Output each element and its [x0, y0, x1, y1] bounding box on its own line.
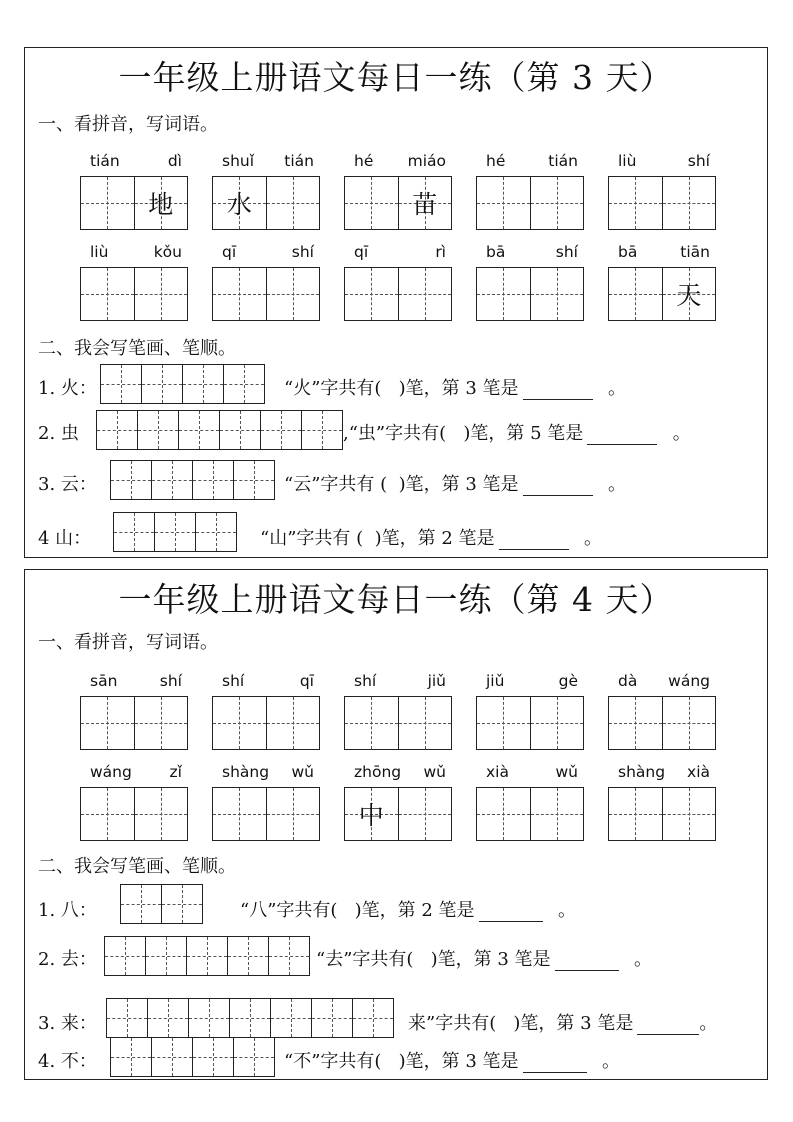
- pinyin-syllable: wǔ: [423, 763, 446, 781]
- printed-character: [609, 788, 662, 840]
- question-part: 。: [699, 1013, 718, 1034]
- stroke-cell[interactable]: [152, 1038, 193, 1076]
- stroke-cell[interactable]: [148, 999, 189, 1037]
- writing-grid: [80, 267, 188, 321]
- printed-character: [531, 788, 584, 840]
- writing-grid: [608, 267, 716, 321]
- writing-grid: [476, 696, 584, 750]
- question-text: [284, 1047, 620, 1073]
- writing-cell[interactable]: [81, 177, 135, 229]
- question-text: [343, 419, 691, 445]
- question-label: 1. 火：: [38, 378, 97, 399]
- printed-character: [345, 177, 398, 229]
- pinyin-line: [344, 670, 452, 692]
- pinyin-syllable: qī: [222, 243, 237, 261]
- pinyin-syllable: dà: [618, 672, 638, 690]
- writing-cell[interactable]: [531, 697, 584, 749]
- printed-character: [399, 788, 452, 840]
- stroke-cell[interactable]: [228, 937, 269, 975]
- question-part: 来”字共有(: [408, 1013, 497, 1034]
- stroke-grid: [113, 512, 237, 552]
- writing-cell[interactable]: [399, 177, 452, 229]
- word-item: [344, 670, 452, 750]
- question-text: [284, 470, 626, 496]
- pinyin-syllable: hé: [486, 152, 506, 170]
- pinyin-syllable: xià: [687, 763, 710, 781]
- pinyin-line: [476, 241, 584, 263]
- pinyin-syllable: shí: [222, 672, 245, 690]
- stroke-grid: [96, 410, 343, 450]
- printed-character: [135, 268, 188, 320]
- printed-character: [531, 177, 584, 229]
- question-label: 4 山：: [38, 528, 92, 549]
- stroke-cell[interactable]: [183, 365, 224, 403]
- stroke-cell[interactable]: [111, 461, 152, 499]
- pinyin-line: [608, 670, 716, 692]
- word-item: [608, 241, 716, 321]
- worksheet-day-4: [24, 569, 768, 1080]
- question-label: 4. 不：: [38, 1051, 97, 1072]
- printed-character: [477, 788, 530, 840]
- stroke-question: [38, 460, 758, 500]
- stroke-cell[interactable]: [271, 999, 312, 1037]
- printed-character: [213, 697, 266, 749]
- pinyin-syllable: shàng: [618, 763, 666, 781]
- writing-cell[interactable]: [531, 177, 584, 229]
- stroke-cell[interactable]: [138, 411, 179, 449]
- pinyin-line: [80, 670, 188, 692]
- writing-cell[interactable]: [213, 788, 267, 840]
- section-heading-strokes: 二、我会写笔画、笔顺。: [38, 856, 236, 877]
- pinyin-syllable: miáo: [407, 152, 446, 170]
- writing-cell[interactable]: [531, 788, 584, 840]
- pinyin-syllable: liù: [618, 152, 637, 170]
- writing-grid: [212, 787, 320, 841]
- pinyin-syllable: shí: [687, 152, 710, 170]
- stroke-cell[interactable]: [261, 411, 302, 449]
- question-part: )笔，第 3 笔是: [513, 1013, 634, 1034]
- pinyin-syllable: tián: [548, 152, 578, 170]
- printed-character: 地: [148, 190, 174, 219]
- word-item: [344, 241, 452, 321]
- pinyin-line: [212, 761, 320, 783]
- section-heading-strokes: 二、我会写笔画、笔顺。: [38, 338, 236, 359]
- question-part: )笔，第 5 笔是: [463, 423, 584, 444]
- stroke-cell[interactable]: [101, 365, 142, 403]
- writing-cell[interactable]: [81, 268, 135, 320]
- pinyin-syllable: wǔ: [555, 763, 578, 781]
- question-part: 。: [601, 1051, 620, 1072]
- pinyin-syllable: liù: [90, 243, 109, 261]
- stroke-question: [38, 998, 778, 1038]
- printed-character: [609, 268, 662, 320]
- question-text: [408, 1009, 717, 1035]
- word-item: [608, 761, 716, 841]
- printed-character: [531, 268, 584, 320]
- stroke-question: [38, 884, 758, 924]
- answer-blank[interactable]: [479, 903, 543, 922]
- writing-cell[interactable]: [663, 268, 716, 320]
- pinyin-syllable: shàng: [222, 763, 270, 781]
- pinyin-syllable: xià: [486, 763, 509, 781]
- writing-cell[interactable]: [213, 268, 267, 320]
- writing-cell[interactable]: [345, 697, 399, 749]
- pinyin-syllable: zhōng: [354, 763, 402, 781]
- stroke-cell[interactable]: [179, 411, 220, 449]
- pinyin-syllable: bā: [618, 243, 638, 261]
- word-item: [344, 761, 452, 841]
- stroke-cell[interactable]: [193, 1038, 234, 1076]
- writing-grid: [80, 696, 188, 750]
- question-part: ,“虫”字共有(: [343, 423, 447, 444]
- writing-cell[interactable]: [267, 268, 320, 320]
- question-part: “八”字共有(: [240, 900, 338, 921]
- worksheet-title: 一年级上册语文每日一练（第 4 天）: [118, 580, 674, 619]
- stroke-cell[interactable]: [114, 513, 155, 551]
- printed-character: [213, 788, 266, 840]
- pinyin-syllable: tiān: [680, 243, 710, 261]
- stroke-cell[interactable]: [234, 461, 274, 499]
- question-part: )笔，第 2 笔是: [374, 528, 495, 549]
- writing-grid: [476, 267, 584, 321]
- writing-cell[interactable]: [267, 697, 320, 749]
- writing-cell[interactable]: [609, 697, 663, 749]
- stroke-grid: [110, 460, 275, 500]
- pinyin-syllable: wáng: [668, 672, 710, 690]
- pinyin-syllable: jiǔ: [486, 672, 505, 690]
- word-item: [212, 150, 320, 230]
- pinyin-line: [80, 761, 188, 783]
- pinyin-syllable: qī: [299, 672, 314, 690]
- printed-character: [135, 697, 188, 749]
- writing-cell[interactable]: [399, 697, 452, 749]
- printed-character: [345, 268, 398, 320]
- question-text: [316, 945, 652, 971]
- printed-character: [609, 697, 662, 749]
- printed-character: [81, 268, 134, 320]
- stroke-cell[interactable]: [152, 461, 193, 499]
- question-part: “火”字共有(: [284, 378, 382, 399]
- stroke-cell[interactable]: [187, 937, 228, 975]
- printed-character: [663, 697, 716, 749]
- section-heading-pinyin: 一、看拼音，写词语。: [38, 632, 218, 653]
- writing-grid: [608, 696, 716, 750]
- writing-cell[interactable]: [531, 268, 584, 320]
- question-part: 。: [583, 528, 602, 549]
- word-item: [80, 241, 188, 321]
- pinyin-syllable: wǔ: [291, 763, 314, 781]
- printed-character: 水: [226, 190, 252, 219]
- writing-cell[interactable]: [345, 177, 399, 229]
- pinyin-line: [212, 241, 320, 263]
- question-part: “去”字共有(: [316, 949, 414, 970]
- printed-character: 中: [358, 801, 384, 830]
- stroke-cell[interactable]: [121, 885, 162, 923]
- stroke-cell[interactable]: [234, 1038, 274, 1076]
- writing-cell[interactable]: [213, 177, 267, 229]
- section-heading-pinyin: 一、看拼音，写词语。: [38, 114, 218, 135]
- word-item: [476, 670, 584, 750]
- writing-cell[interactable]: [135, 697, 188, 749]
- printed-character: 苗: [412, 190, 438, 219]
- word-item: [80, 761, 188, 841]
- question-text: [284, 374, 626, 400]
- printed-character: [267, 788, 320, 840]
- stroke-question: [38, 936, 758, 976]
- pinyin-syllable: shí: [291, 243, 314, 261]
- question-part: )笔，第 2 笔是: [354, 900, 475, 921]
- word-item: [476, 241, 584, 321]
- pinyin-line: [212, 670, 320, 692]
- pinyin-line: [608, 150, 716, 172]
- pinyin-syllable: tián: [284, 152, 314, 170]
- writing-cell[interactable]: [213, 697, 267, 749]
- printed-character: [477, 697, 530, 749]
- writing-grid: [476, 787, 584, 841]
- stroke-cell[interactable]: [189, 999, 230, 1037]
- stroke-cell[interactable]: [146, 937, 187, 975]
- question-text: [260, 524, 602, 550]
- question-part: 。: [633, 949, 652, 970]
- writing-cell[interactable]: [477, 177, 531, 229]
- stroke-question: [38, 410, 758, 450]
- worksheet-title: 一年级上册语文每日一练（第 3 天）: [118, 58, 674, 97]
- word-item: [212, 241, 320, 321]
- question-text: [240, 896, 576, 922]
- pinyin-line: [80, 241, 188, 263]
- writing-grid: [476, 176, 584, 230]
- writing-cell[interactable]: [135, 177, 188, 229]
- pinyin-syllable: qī: [354, 243, 369, 261]
- writing-cell[interactable]: [663, 697, 716, 749]
- pinyin-line: [344, 761, 452, 783]
- printed-character: [663, 177, 716, 229]
- writing-cell[interactable]: [609, 788, 663, 840]
- word-item: [476, 761, 584, 841]
- question-label: 2. 去：: [38, 949, 97, 970]
- worksheet-day-3: [24, 47, 768, 558]
- word-item: [476, 150, 584, 230]
- stroke-grid: [106, 998, 394, 1038]
- writing-grid: [344, 696, 452, 750]
- stroke-grid: [120, 884, 203, 924]
- writing-cell[interactable]: [135, 788, 188, 840]
- question-label: 1. 八：: [38, 900, 97, 921]
- pinyin-syllable: gè: [558, 672, 578, 690]
- stroke-cell[interactable]: [353, 999, 393, 1037]
- pinyin-syllable: wáng: [90, 763, 132, 781]
- printed-character: [267, 268, 320, 320]
- word-item: [344, 150, 452, 230]
- stroke-question: [38, 1037, 758, 1077]
- stroke-cell[interactable]: [107, 999, 148, 1037]
- pinyin-syllable: shí: [159, 672, 182, 690]
- answer-blank[interactable]: [587, 426, 657, 445]
- printed-character: [213, 268, 266, 320]
- writing-cell[interactable]: [663, 788, 716, 840]
- stroke-cell[interactable]: [230, 999, 271, 1037]
- question-part: “不”字共有(: [284, 1051, 382, 1072]
- printed-character: [399, 697, 452, 749]
- printed-character: [267, 177, 320, 229]
- answer-blank[interactable]: [555, 952, 619, 971]
- writing-grid: [212, 267, 320, 321]
- stroke-cell[interactable]: [142, 365, 183, 403]
- question-part: “山”字共有 (: [260, 528, 364, 549]
- word-item: [608, 670, 716, 750]
- writing-cell[interactable]: [477, 268, 531, 320]
- writing-cell[interactable]: [267, 177, 320, 229]
- writing-grid: [80, 787, 188, 841]
- writing-grid: [212, 696, 320, 750]
- writing-cell[interactable]: [81, 788, 135, 840]
- pinyin-syllable: sān: [90, 672, 118, 690]
- stroke-cell[interactable]: [302, 411, 342, 449]
- stroke-cell[interactable]: [224, 365, 264, 403]
- stroke-grid: [104, 936, 310, 976]
- stroke-cell[interactable]: [155, 513, 196, 551]
- writing-grid: [344, 787, 452, 841]
- stroke-question: [38, 512, 758, 552]
- writing-cell[interactable]: [477, 788, 531, 840]
- writing-grid: [80, 176, 188, 230]
- pinyin-line: [476, 761, 584, 783]
- writing-cell[interactable]: [345, 788, 399, 840]
- writing-cell[interactable]: [609, 177, 663, 229]
- pinyin-syllable: shí: [555, 243, 578, 261]
- pinyin-line: [608, 241, 716, 263]
- question-part: “云”字共有 (: [284, 474, 388, 495]
- printed-character: [399, 268, 452, 320]
- writing-cell[interactable]: [477, 697, 531, 749]
- writing-cell[interactable]: [81, 697, 135, 749]
- stroke-cell[interactable]: [105, 937, 146, 975]
- word-item: [212, 761, 320, 841]
- pinyin-syllable: jiǔ: [427, 672, 446, 690]
- printed-character: [531, 697, 584, 749]
- stroke-question: [38, 364, 758, 404]
- pinyin-line: [212, 150, 320, 172]
- question-label: 2. 虫: [38, 423, 79, 444]
- pinyin-syllable: bā: [486, 243, 506, 261]
- stroke-grid: [100, 364, 265, 404]
- question-part: 。: [557, 900, 576, 921]
- printed-character: [663, 788, 716, 840]
- stroke-cell[interactable]: [162, 885, 202, 923]
- question-part: )笔，第 3 笔是: [430, 949, 551, 970]
- pinyin-syllable: shí: [354, 672, 377, 690]
- answer-blank[interactable]: [637, 1016, 699, 1035]
- pinyin-line: [344, 150, 452, 172]
- question-label: 3. 云：: [38, 474, 97, 495]
- printed-character: [81, 697, 134, 749]
- writing-cell[interactable]: [345, 268, 399, 320]
- stroke-cell[interactable]: [111, 1038, 152, 1076]
- stroke-cell[interactable]: [193, 461, 234, 499]
- pinyin-line: [608, 761, 716, 783]
- word-item: [608, 150, 716, 230]
- writing-cell[interactable]: [267, 788, 320, 840]
- answer-blank[interactable]: [523, 1054, 587, 1073]
- pinyin-line: [80, 150, 188, 172]
- pinyin-syllable: tián: [90, 152, 120, 170]
- question-part: )笔，第 3 笔是: [398, 378, 519, 399]
- pinyin-syllable: hé: [354, 152, 374, 170]
- pinyin-syllable: dì: [167, 152, 182, 170]
- question-part: 。: [672, 423, 691, 444]
- stroke-cell[interactable]: [269, 937, 309, 975]
- writing-cell[interactable]: [609, 268, 663, 320]
- writing-cell[interactable]: [135, 268, 188, 320]
- printed-character: [477, 177, 530, 229]
- question-part: )笔，第 3 笔是: [398, 474, 519, 495]
- word-item: [212, 670, 320, 750]
- stroke-cell[interactable]: [196, 513, 236, 551]
- writing-grid: [212, 176, 320, 230]
- pinyin-syllable: zǐ: [169, 763, 182, 781]
- stroke-cell[interactable]: [220, 411, 261, 449]
- writing-grid: [344, 176, 452, 230]
- writing-grid: [344, 267, 452, 321]
- printed-character: 天: [676, 281, 702, 310]
- question-part: 。: [607, 474, 626, 495]
- answer-blank[interactable]: [523, 381, 593, 400]
- printed-character: [267, 697, 320, 749]
- word-item: [80, 670, 188, 750]
- printed-character: [81, 788, 134, 840]
- pinyin-syllable: kǒu: [153, 243, 182, 261]
- answer-blank[interactable]: [499, 531, 569, 550]
- answer-blank[interactable]: [523, 477, 593, 496]
- stroke-cell[interactable]: [97, 411, 138, 449]
- writing-grid: [608, 176, 716, 230]
- printed-character: [477, 268, 530, 320]
- pinyin-line: [476, 150, 584, 172]
- question-label: 3. 来：: [38, 1013, 97, 1034]
- writing-cell[interactable]: [663, 177, 716, 229]
- printed-character: [345, 697, 398, 749]
- question-part: )笔，第 3 笔是: [398, 1051, 519, 1072]
- printed-character: [81, 177, 134, 229]
- pinyin-line: [476, 670, 584, 692]
- printed-character: [609, 177, 662, 229]
- word-item: [80, 150, 188, 230]
- question-part: 。: [607, 378, 626, 399]
- writing-cell[interactable]: [399, 268, 452, 320]
- stroke-cell[interactable]: [312, 999, 353, 1037]
- writing-grid: [608, 787, 716, 841]
- stroke-grid: [110, 1037, 275, 1077]
- pinyin-line: [344, 241, 452, 263]
- pinyin-syllable: rì: [435, 243, 446, 261]
- printed-character: [135, 788, 188, 840]
- pinyin-syllable: shuǐ: [222, 152, 255, 170]
- writing-cell[interactable]: [399, 788, 452, 840]
